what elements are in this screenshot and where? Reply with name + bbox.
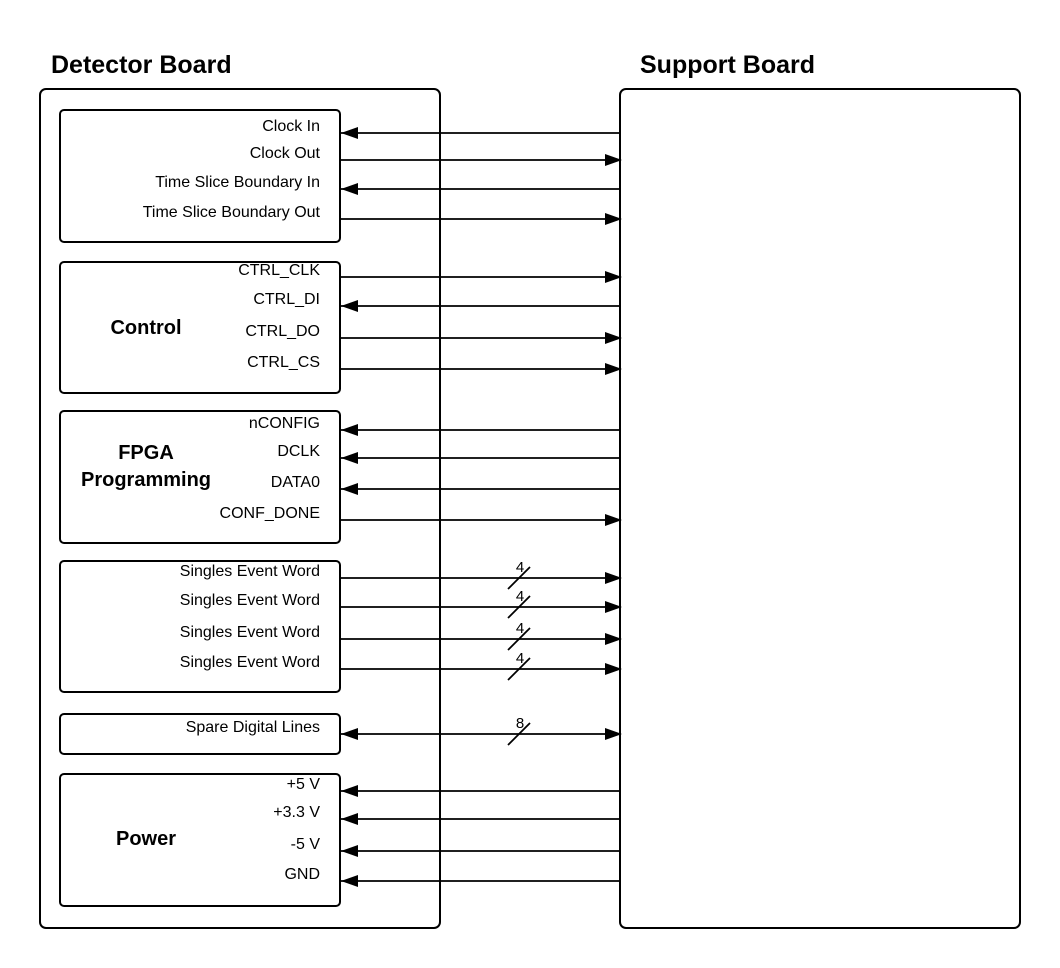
- group-spare: [60, 714, 622, 754]
- control-title: Control: [110, 317, 182, 339]
- signal-label: Singles Event Word: [179, 563, 320, 580]
- signal-label: GND: [284, 866, 320, 883]
- signal-label: +3.3 V: [273, 804, 320, 821]
- signal-label: +5 V: [286, 776, 320, 793]
- fpga-title: FPGA: [118, 442, 174, 464]
- signal-label: CTRL_CS: [247, 354, 320, 371]
- group-singles: [60, 559, 622, 692]
- signal-label: Time Slice Boundary In: [155, 174, 320, 191]
- signal-label: CTRL_DO: [245, 323, 320, 340]
- support-board-title: Support Board: [640, 51, 815, 79]
- signal-label: Clock In: [262, 118, 320, 135]
- group-clock: [60, 110, 622, 242]
- power-title: Power: [115, 828, 177, 850]
- bus-width-label: 4: [515, 620, 525, 637]
- signal-label: CTRL_CLK: [238, 262, 320, 279]
- signal-label: DATA0: [270, 474, 320, 491]
- bus-width-label: 4: [515, 588, 525, 605]
- group-control: [60, 262, 622, 393]
- support-board: [620, 89, 1020, 928]
- signal-label: CTRL_DI: [253, 291, 320, 308]
- signal-label: DCLK: [277, 443, 320, 460]
- signal-label: Singles Event Word: [179, 624, 320, 641]
- group-fpga: [60, 411, 622, 543]
- bus-width-label: 8: [515, 715, 525, 732]
- bus-width-label: 4: [515, 650, 525, 667]
- signal-groups: [60, 110, 622, 906]
- signal-label: Clock Out: [249, 145, 320, 162]
- signal-label: -5 V: [290, 836, 320, 853]
- bus-width-label: 4: [515, 559, 525, 576]
- signal-label: Singles Event Word: [179, 654, 320, 671]
- signal-label: CONF_DONE: [219, 505, 320, 522]
- group-power: [60, 774, 620, 906]
- signal-label: Time Slice Boundary Out: [142, 204, 320, 221]
- signal-label: Singles Event Word: [179, 592, 320, 609]
- signal-label: nCONFIG: [248, 415, 320, 432]
- signal-label: Spare Digital Lines: [185, 719, 320, 736]
- detector-board-title: Detector Board: [51, 51, 232, 79]
- fpga-title: Programming: [80, 469, 212, 491]
